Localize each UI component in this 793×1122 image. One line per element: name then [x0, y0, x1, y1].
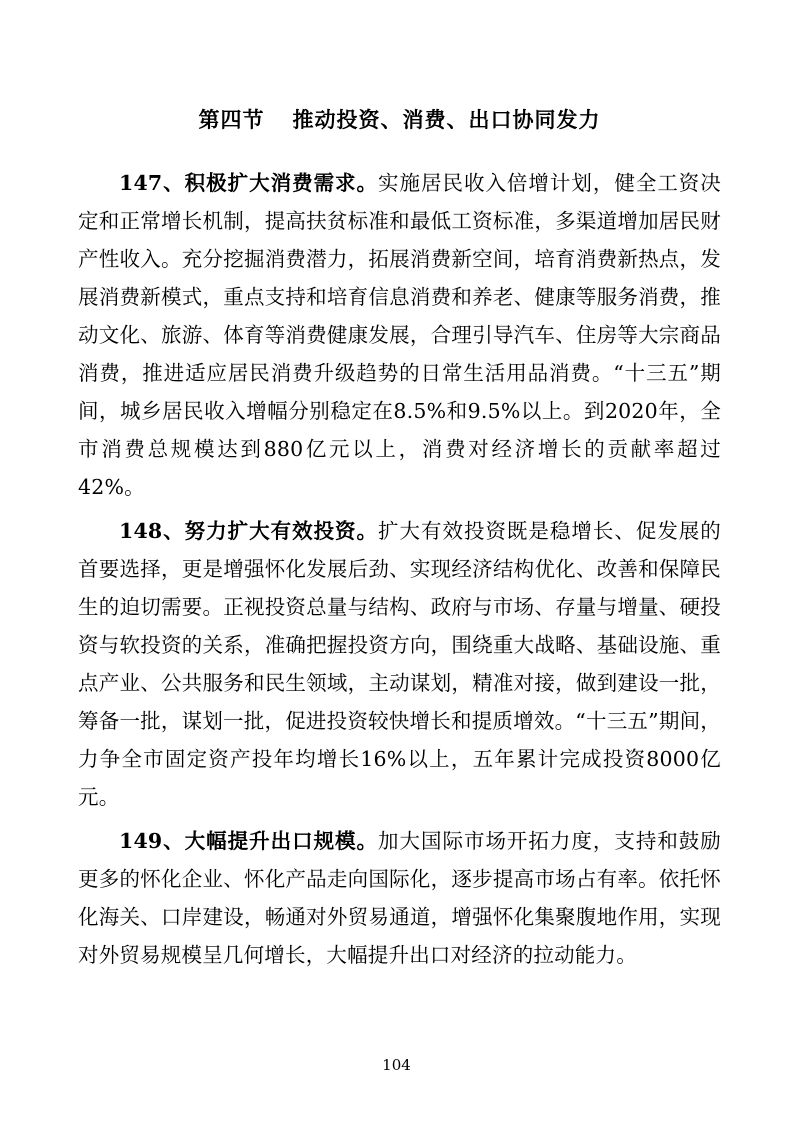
section-title	[78, 104, 721, 136]
paragraph-148	[78, 512, 721, 816]
paragraph-149-body: 加大国际市场开拓力度，支持和鼓励更多的怀化企业、怀化产品走向国际化，逐步提高市场占有率。依托怀化海关、口岸建设，畅通对外贸易通道，增强怀化集聚腹地作用，实现对外贸易规模呈几何增长，大幅提升出口对经济的拉动能力。	[78, 828, 721, 967]
section-title-prefix: 第四节	[198, 107, 265, 132]
paragraph-147-body: 实施居民收入倍增计划，健全工资决定和正常增长机制，提高扶贫标准和最低工资标准，多渠道增加居民财产性收入。充分挖掘消费潜力，拓展消费新空间，培育消费新热点，发展消费新模式，重点支持和培育信息消费和养老、健康等服务消费，推动文化、旅游、体育等消费健康发展，合理引导汽车、住房等大宗商品消费，推进适应居民消费升级趋势的日常生活用品消费。“十三五”期间，城乡居民收入增幅分别稳定在8.5%和9.5%以上。到2020年，全市消费总规模达到880亿元以上，消费对经济增长的贡献率超过42%。	[78, 170, 721, 499]
paragraph-147-lead: 147、积极扩大消费需求。	[119, 170, 379, 195]
paragraph-148-lead: 148、努力扩大有效投资。	[119, 518, 379, 543]
section-title-text: 推动投资、消费、出口协同发力	[292, 107, 601, 132]
paragraph-149-lead: 149、大幅提升出口规模。	[119, 828, 379, 853]
paragraph-148-body: 扩大有效投资既是稳增长、促发展的首要选择，更是增强怀化发展后劲、实现经济结构优化、改善和保障民生的迫切需要。正视投资总量与结构、政府与市场、存量与增量、硬投资与软投资的关系，准确把握投资方向，围绕重大战略、基础设施、重点产业、公共服务和民生领域，主动谋划，精准对接，做到建设一批，筹备一批，谋划一批，促进投资较快增长和提质增效。“十三五”期间，力争全市固定资产投年均增长16%以上，五年累计完成投资8000亿元。	[78, 518, 721, 809]
paragraph-149	[78, 822, 721, 974]
page-number: 104	[382, 1056, 411, 1074]
paragraph-147	[78, 164, 721, 506]
